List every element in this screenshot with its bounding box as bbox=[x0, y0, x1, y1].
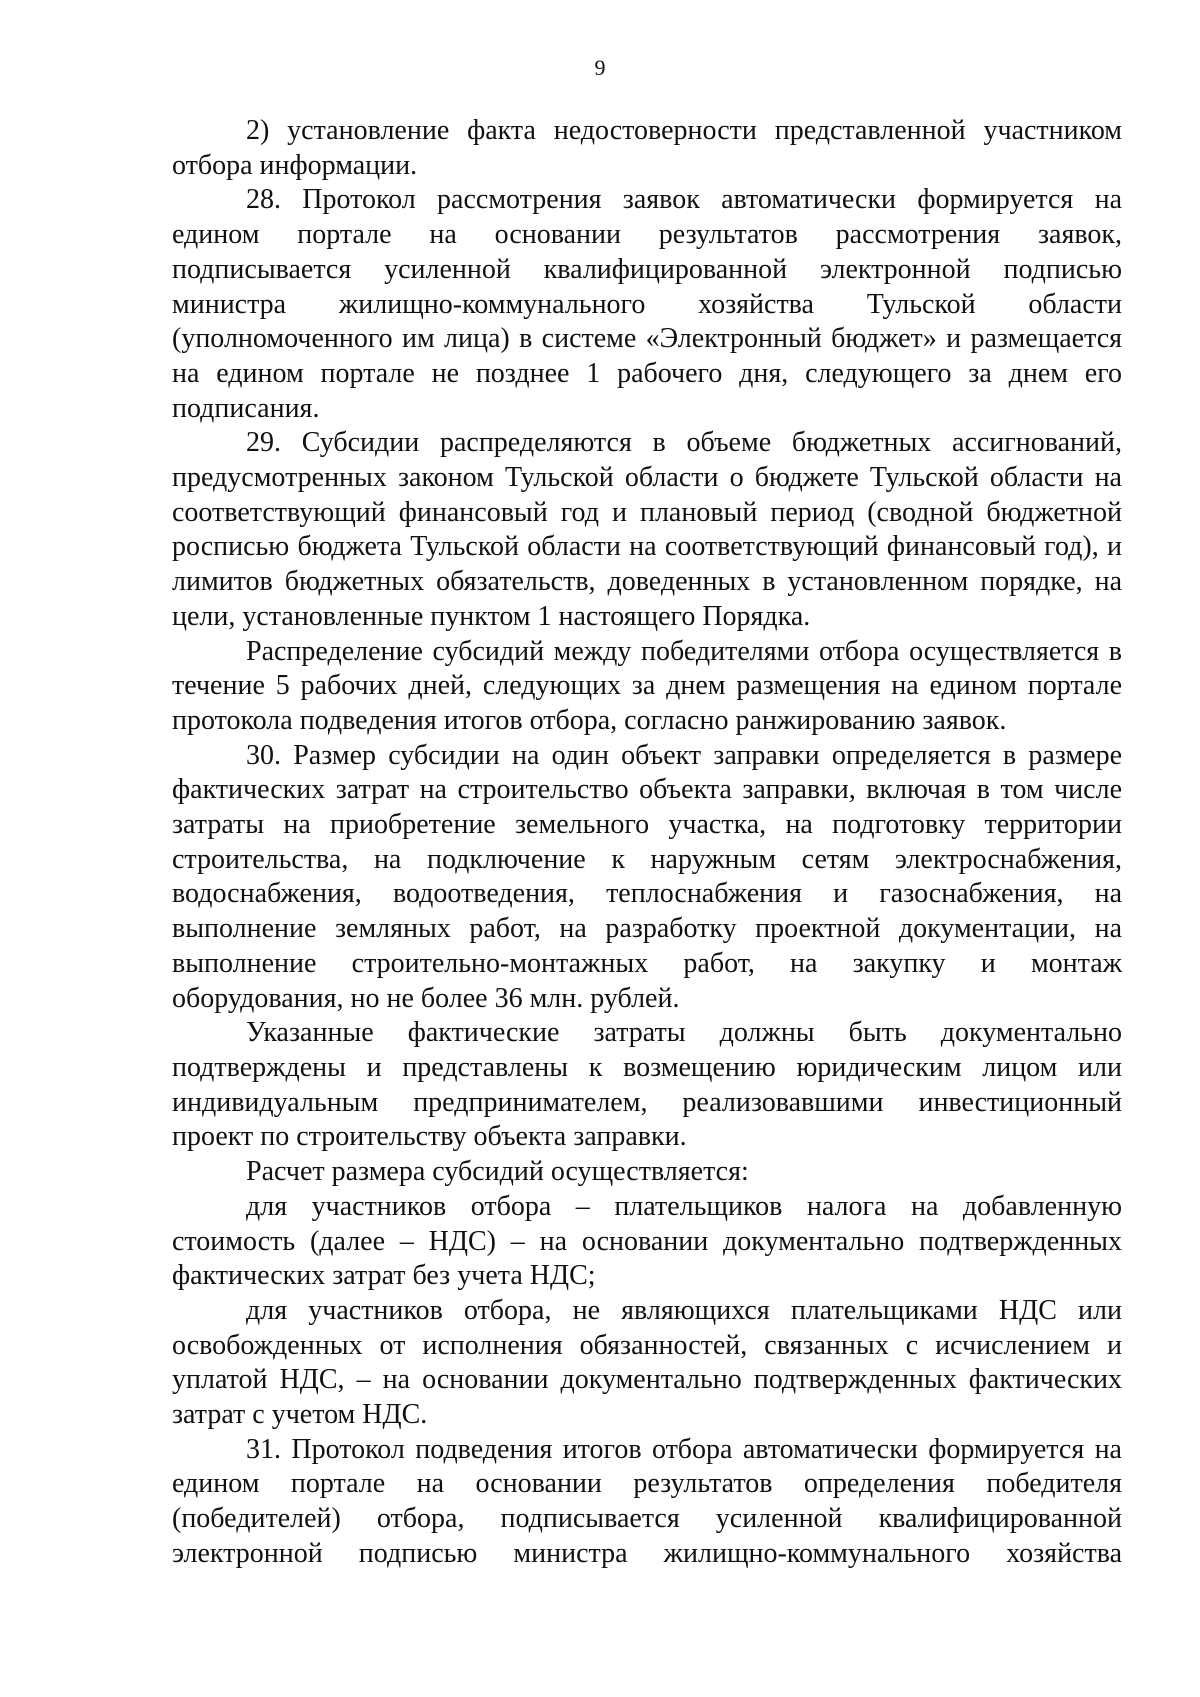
paragraph-non-vat-payers: для участников отбора, не являющихся плательщиками НДС или освобожденных от исполнения обязанностей, связанных с исчислением и уплатой НДС, – на основании документально подтвержденных фактических затрат с учетом НДС. bbox=[172, 1294, 1122, 1431]
paragraph-calculation-intro: Расчет размера субсидий осуществляется: bbox=[246, 1156, 749, 1188]
paragraph-distribution: Распределение субсидий между победителями отбора осуществляется в течение 5 рабочих дней, следующих за днем размещения на едином портале протокола подведения итогов отбора, согласно ранжированию заявок. bbox=[172, 635, 1122, 736]
page-number: 9 bbox=[594, 55, 606, 80]
paragraph-section-31: 31. Протокол подведения итогов отбора автоматически формируется на едином портале на основании результатов определения победителя (победителей) отбора, подписывается усиленной квалифицированной электронной подписью министра жилищно-коммунального хозяйства bbox=[172, 1433, 1122, 1569]
paragraph-costs-confirmation: Указанные фактические затраты должны быть документально подтверждены и представлены к возмещению юридическим лицом или индивидуальным предпринимателем, реализовавшими инвестиционный проект по строительству объекта заправки. bbox=[172, 1017, 1122, 1153]
paragraph-section-28: 28. Протокол рассмотрения заявок автоматически формируется на едином портале на основании результатов рассмотрения заявок, подписывается усиленной квалифицированной электронной подписью министра жилищно-коммунального хозяйства Тульской области (уполномоченного им лица) в системе «Электронный бюджет» и размещается на едином портале не позднее 1 рабочего дня, следующего за днем его подписания. bbox=[172, 184, 1122, 424]
paragraph-vat-payers: для участников отбора – плательщиков налога на добавленную стоимость (далее – НДС) – на основании документально подтвержденных фактических затрат без учета НДС; bbox=[172, 1190, 1122, 1292]
paragraph-section-29: 29. Субсидии распределяются в объеме бюджетных ассигнований, предусмотренных законом Тульской области о бюджете Тульской области на соответствующий финансовый год и плановый период (сводной бюджетной росписью бюджета Тульской области на соответствующий финансовый год), и лимитов бюджетных обязательств, доведенных в установленном порядке, на цели, установленные пунктом 1 настоящего Порядка. bbox=[172, 427, 1122, 632]
paragraph-section-30: 30. Размер субсидии на один объект заправки определяется в размере фактических затрат на строительство объекта заправки, включая в том числе затраты на приобретение земельного участка, на подготовку территории строительства, на подключение к наружным сетям электроснабжения, водоснабжения, водоотведения, теплоснабжения и газоснабжения, на выполнение земляных работ, на разработку проектной документации, на выполнение строительно-монтажных работ, на закупку и монтаж оборудования, но не более 36 млн. рублей. bbox=[172, 739, 1122, 1014]
paragraph-item-2: 2) установление факта недостоверности представленной участником отбора информации. bbox=[172, 115, 1122, 181]
document-body bbox=[172, 114, 1122, 1572]
